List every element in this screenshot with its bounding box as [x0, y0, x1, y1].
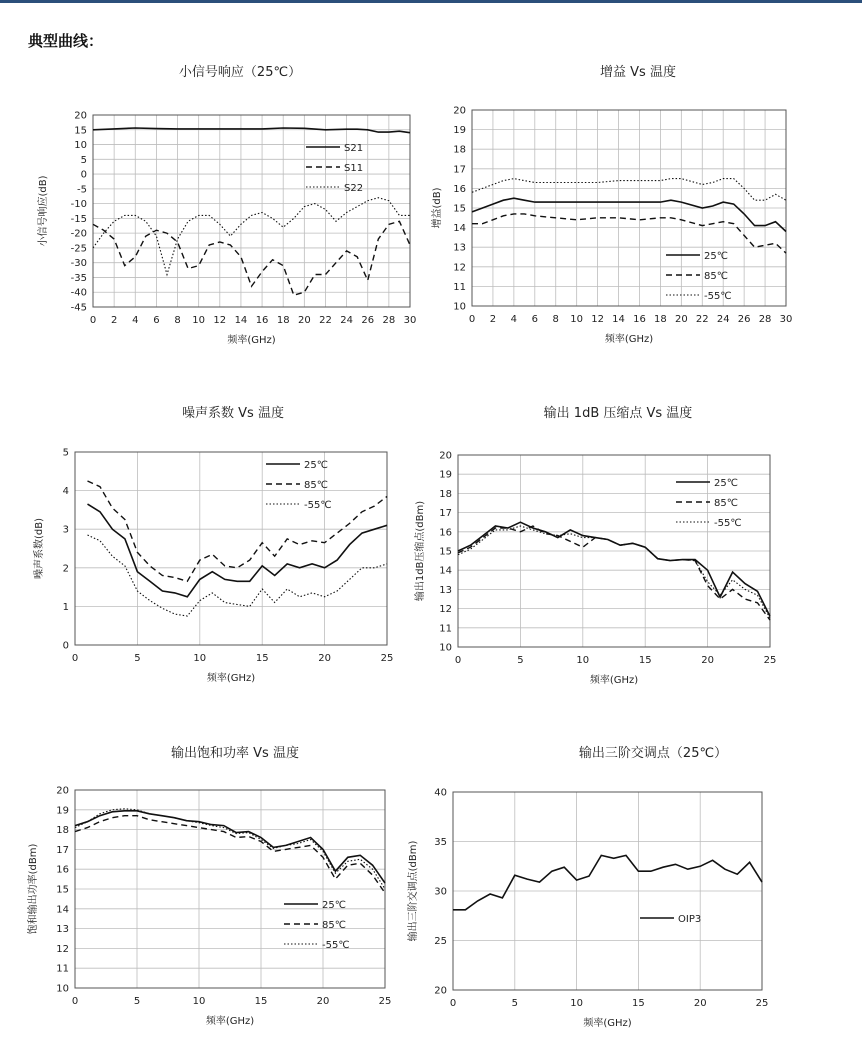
y-tick-label: 19 [453, 125, 466, 137]
series-line-S21 [93, 128, 410, 133]
y-tick-label: 13 [453, 242, 466, 254]
y-tick-label: 19 [56, 805, 69, 817]
chart-2 [32, 448, 393, 685]
chart-title-p1db: 输出 1dB 压缩点 Vs 温度 [543, 406, 693, 421]
y-tick-label: 18 [56, 825, 69, 837]
legend-label: -55℃ [714, 518, 742, 529]
x-tick-label: 0 [468, 314, 476, 325]
chart-0 [36, 111, 416, 347]
series-line-85℃ [75, 816, 385, 893]
y-tick-label: 10 [56, 983, 69, 995]
y-tick-label: 15 [56, 884, 69, 896]
y-tick-label: 40 [434, 787, 447, 799]
x-tick-label: 20 [674, 314, 688, 325]
series-line--55℃ [472, 179, 786, 201]
y-tick-label: 16 [439, 527, 452, 539]
chart-5 [406, 788, 768, 1030]
x-tick-label: 25 [763, 655, 777, 666]
plot-frame [75, 452, 387, 645]
chart-4 [26, 786, 391, 1028]
y-axis-label: 输出三阶交调点(dBm) [408, 840, 419, 942]
x-tick-label: 14 [234, 315, 248, 326]
x-tick-label: 0 [71, 996, 79, 1007]
y-tick-label: 18 [453, 144, 466, 156]
y-tick-label: -15 [70, 213, 87, 225]
series-line-S11 [93, 221, 410, 295]
y-tick-label: 10 [453, 301, 466, 313]
page-heading: 典型曲线： [28, 32, 104, 50]
y-tick-label: 15 [439, 546, 452, 558]
legend-label: S21 [344, 143, 364, 154]
y-tick-label: 4 [62, 486, 69, 498]
x-tick-label: 0 [71, 653, 79, 664]
x-axis-label: 频率(GHz) [589, 675, 639, 686]
y-axis-label: 增益(dB) [432, 187, 443, 229]
y-tick-label: 11 [56, 963, 69, 975]
y-tick-label: 20 [439, 450, 452, 462]
x-tick-label: 8 [552, 314, 559, 325]
x-tick-label: 0 [89, 315, 97, 326]
x-tick-label: 24 [716, 314, 730, 325]
series-line-25℃ [88, 504, 388, 597]
x-tick-label: 8 [174, 315, 181, 326]
x-tick-label: 6 [153, 315, 160, 326]
y-tick-label: 18 [439, 488, 452, 500]
series-line-85℃ [458, 526, 770, 620]
y-tick-label: 16 [56, 864, 69, 876]
y-tick-label: 11 [453, 281, 466, 293]
y-tick-label: 5 [62, 447, 69, 459]
y-tick-label: -5 [77, 184, 87, 196]
x-tick-label: 0 [449, 998, 457, 1009]
chart-title-noise: 噪声系数 Vs 温度 [182, 406, 284, 421]
legend-label: 25℃ [322, 900, 346, 911]
legend-label: S22 [344, 183, 364, 194]
x-tick-label: 25 [380, 653, 394, 664]
x-tick-label: 20 [693, 998, 707, 1009]
y-tick-label: 1 [62, 601, 69, 613]
x-tick-label: 20 [316, 996, 330, 1007]
y-tick-label: 16 [453, 183, 466, 195]
y-tick-label: -25 [70, 243, 87, 255]
y-axis-label: 饱和输出功率(dBm) [28, 843, 39, 935]
x-tick-label: 15 [255, 653, 269, 664]
y-axis-label: 小信号响应(dB) [38, 175, 49, 247]
x-tick-label: 28 [758, 314, 772, 325]
x-tick-label: 22 [695, 314, 709, 325]
x-tick-label: 15 [632, 998, 645, 1009]
chart-title-gain: 增益 Vs 温度 [600, 65, 676, 80]
legend-label: 85℃ [704, 271, 728, 282]
y-tick-label: 12 [56, 943, 69, 955]
x-tick-label: 10 [576, 655, 590, 666]
x-tick-label: 5 [134, 653, 141, 664]
chart-title-oip3: 输出三阶交调点（25℃） [578, 746, 728, 761]
x-tick-label: 18 [276, 315, 290, 326]
x-tick-label: 5 [133, 996, 141, 1007]
x-tick-label: 26 [361, 315, 375, 326]
y-tick-label: -45 [70, 302, 87, 314]
y-tick-label: 20 [434, 985, 447, 997]
y-tick-label: -20 [70, 228, 87, 240]
y-tick-label: 20 [453, 105, 466, 117]
series-line--55℃ [88, 535, 388, 616]
series-line-25℃ [472, 198, 786, 231]
y-tick-label: 20 [56, 785, 69, 797]
y-tick-label: -10 [70, 199, 87, 211]
x-tick-label: 12 [213, 315, 227, 326]
x-tick-label: 10 [192, 315, 206, 326]
x-axis-label: 频率(GHz) [583, 1018, 632, 1029]
y-tick-label: 0 [62, 640, 69, 652]
y-tick-label: 13 [56, 924, 69, 936]
legend-label: 85℃ [304, 480, 328, 491]
y-tick-label: 30 [434, 886, 447, 898]
y-tick-label: 25 [434, 936, 447, 947]
x-tick-label: 28 [382, 315, 396, 326]
x-tick-label: 14 [612, 314, 625, 325]
chart-title-psat: 输出饱和功率 Vs 温度 [171, 746, 299, 761]
x-tick-label: 16 [633, 314, 646, 325]
y-tick-label: -30 [70, 258, 87, 270]
x-axis-label: 频率(GHz) [206, 673, 256, 684]
y-tick-label: 14 [453, 223, 466, 235]
x-tick-label: 5 [511, 998, 518, 1009]
x-tick-label: 22 [319, 315, 332, 326]
y-axis-label: 输出1dB压缩点(dBm) [415, 500, 426, 602]
x-tick-label: 15 [638, 655, 652, 666]
legend-label: -55℃ [322, 940, 350, 951]
legend-label: OIP3 [678, 914, 702, 925]
series-line--55℃ [75, 809, 385, 889]
x-tick-label: 4 [132, 315, 139, 326]
y-tick-label: 15 [453, 203, 466, 215]
legend-label: 85℃ [322, 920, 346, 931]
y-axis-label: 噪声系数(dB) [34, 517, 45, 580]
x-tick-label: 2 [489, 314, 497, 325]
legend-label: -55℃ [304, 500, 332, 511]
series-line-85℃ [88, 481, 388, 581]
y-tick-label: 12 [439, 604, 452, 616]
x-axis-label: 频率(GHz) [205, 1016, 255, 1027]
x-tick-label: 20 [701, 655, 714, 666]
y-tick-label: 19 [439, 469, 452, 481]
x-tick-label: 25 [378, 996, 392, 1007]
series-line--55℃ [458, 526, 770, 618]
x-tick-label: 30 [779, 314, 793, 325]
y-tick-label: 13 [439, 584, 452, 596]
chart-title-small-signal: 小信号响应（25℃） [178, 65, 302, 80]
series-line-OIP3 [453, 855, 762, 909]
x-tick-label: 24 [340, 315, 353, 326]
series-line-25℃ [458, 522, 770, 616]
x-tick-label: 0 [454, 655, 462, 666]
y-tick-label: 14 [56, 904, 69, 916]
chart-1 [430, 106, 792, 346]
x-tick-label: 10 [192, 996, 206, 1007]
x-tick-label: 2 [110, 315, 118, 326]
legend-label: 25℃ [704, 251, 728, 262]
y-tick-label: 17 [56, 844, 69, 856]
series-line-25℃ [75, 811, 385, 883]
y-tick-label: 10 [439, 642, 452, 654]
y-tick-label: 3 [62, 524, 69, 536]
x-tick-label: 20 [297, 315, 311, 326]
x-tick-label: 6 [531, 314, 538, 325]
y-tick-label: 15 [74, 125, 87, 137]
legend-label: 85℃ [714, 498, 738, 509]
x-tick-label: 25 [755, 998, 769, 1009]
legend-label: 25℃ [304, 460, 328, 471]
x-tick-label: 4 [510, 314, 518, 325]
x-tick-label: 30 [403, 315, 417, 326]
x-tick-label: 18 [654, 314, 667, 325]
y-tick-label: 17 [453, 164, 466, 176]
x-axis-label: 频率(GHz) [227, 335, 276, 346]
y-tick-label: 5 [80, 154, 87, 166]
y-tick-label: 2 [62, 563, 69, 575]
x-tick-label: 10 [193, 653, 207, 664]
y-tick-label: 14 [439, 565, 452, 577]
y-tick-label: 0 [80, 169, 87, 181]
x-tick-label: 15 [254, 996, 268, 1007]
x-tick-label: 16 [255, 315, 269, 326]
y-tick-label: 20 [74, 110, 87, 122]
x-tick-label: 26 [737, 314, 751, 325]
y-tick-label: 11 [439, 623, 452, 635]
y-tick-label: 12 [453, 262, 466, 274]
x-tick-label: 10 [570, 314, 584, 325]
y-tick-label: 35 [434, 837, 447, 848]
x-axis-label: 频率(GHz) [604, 334, 654, 345]
y-tick-label: 10 [74, 140, 87, 152]
y-tick-label: -35 [70, 272, 87, 284]
y-tick-label: 17 [439, 508, 452, 520]
legend-label: -55℃ [704, 291, 732, 302]
legend-label: 25℃ [714, 478, 738, 489]
chart-3 [413, 451, 776, 687]
legend-label: S11 [344, 163, 364, 174]
x-tick-label: 10 [570, 998, 583, 1009]
x-tick-label: 12 [591, 314, 604, 325]
y-tick-label: -40 [70, 287, 87, 299]
x-tick-label: 20 [318, 653, 331, 664]
x-tick-label: 5 [517, 655, 524, 666]
